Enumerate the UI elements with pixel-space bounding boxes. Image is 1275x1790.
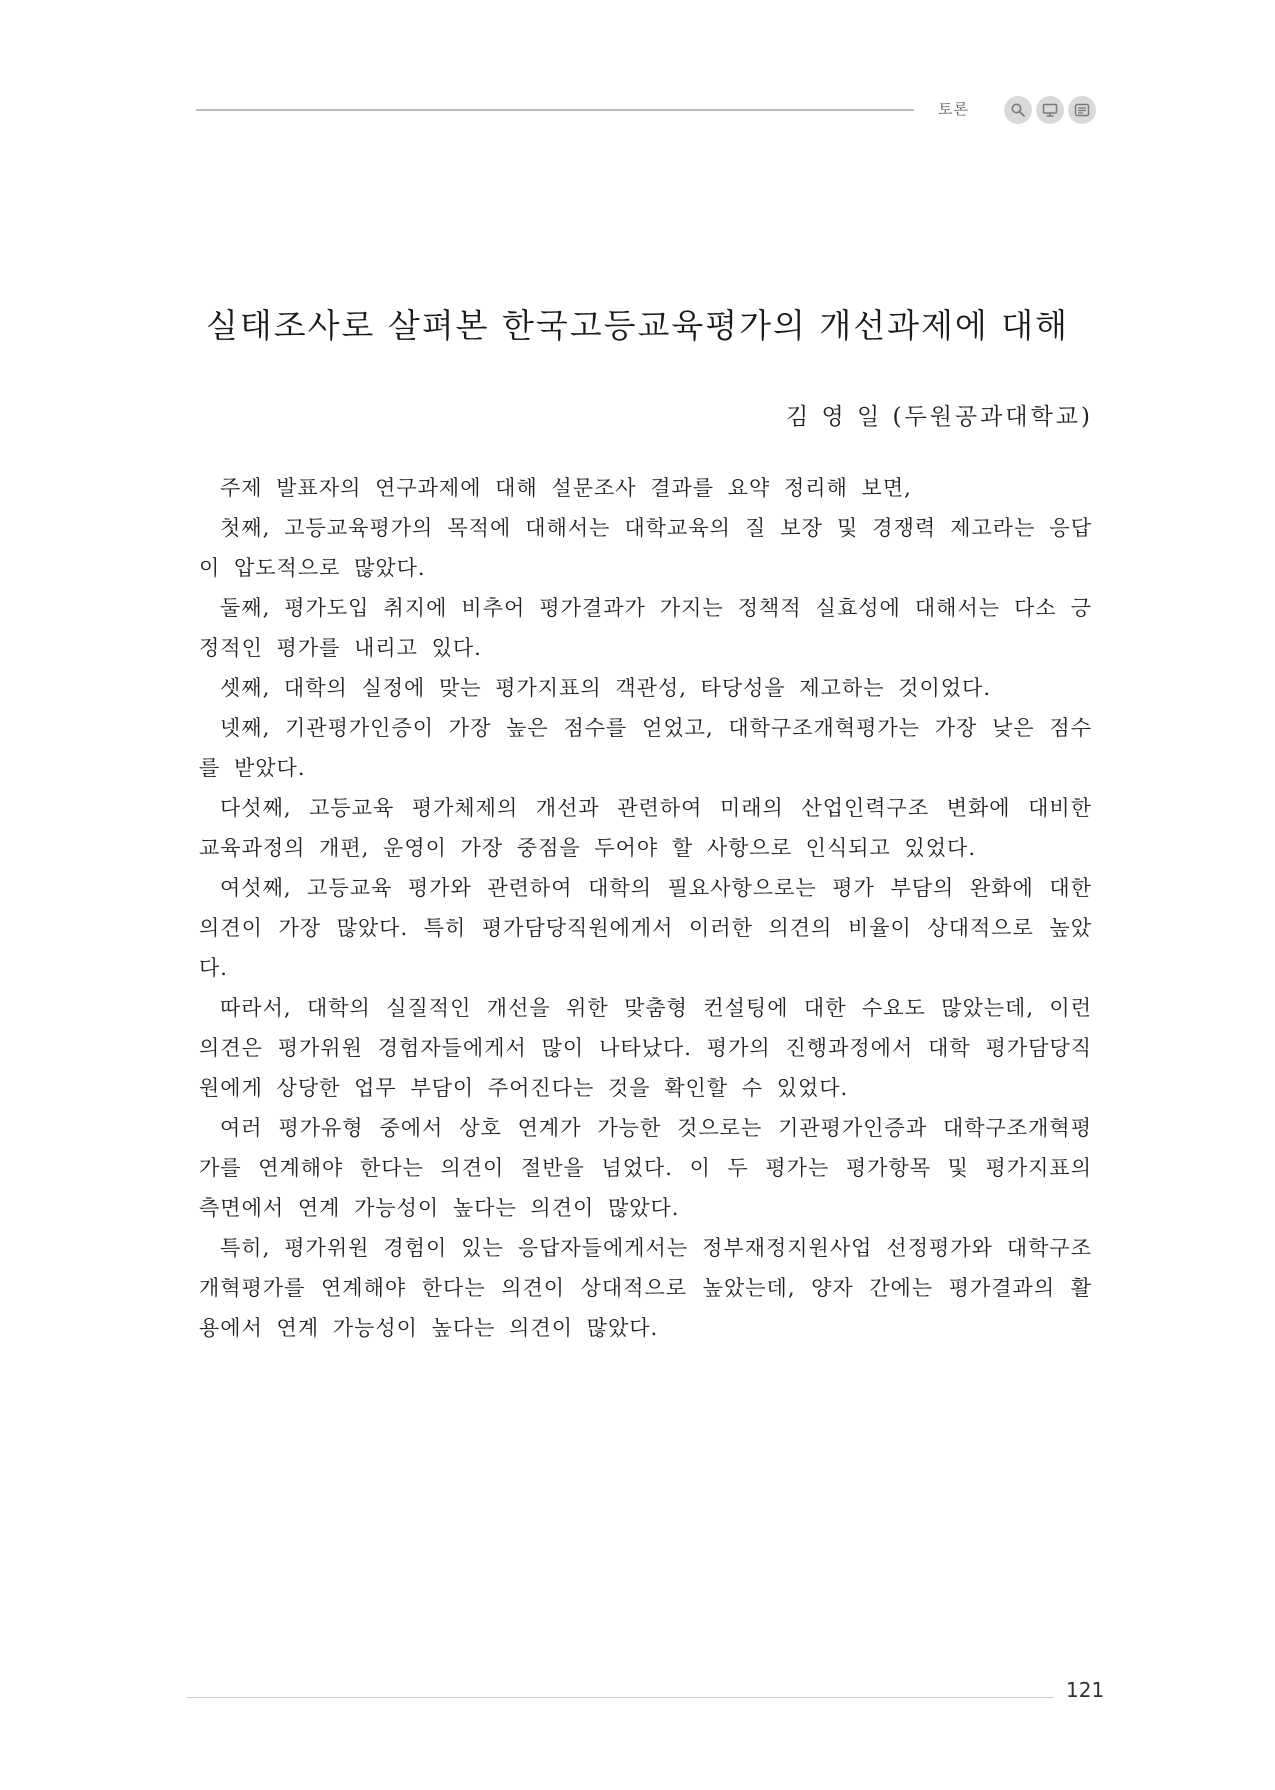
article-title: 실태조사로 살펴본 한국고등교육평가의 개선과제에 대해 xyxy=(205,306,1070,345)
paragraph: 여섯째, 고등교육 평가와 관련하여 대학의 필요사항으로는 평가 부담의 완화에 대한 의견이 가장 많았다. 특히 평가담당직원에게서 이러한 의견의 비율이 상대적으로 높았다. xyxy=(199,876,1092,980)
author-line: 김 영 일 (두원공과대학교) xyxy=(785,404,1093,430)
paragraph: 여러 평가유형 중에서 상호 연계가 가능한 것으로는 기관평가인증과 대학구조개혁평가를 연계해야 한다는 의견이 절반을 넘었다. 이 두 평가는 평가항목 및 평가지표의 측면에서 연계 가능성이 높다는 의견이 많았다. xyxy=(199,1116,1092,1220)
list-icon xyxy=(1068,96,1096,124)
paragraph: 주제 발표자의 연구과제에 대해 설문조사 결과를 요약 정리해 보면, xyxy=(220,476,912,500)
section-label: 토론 xyxy=(938,100,969,118)
paragraph: 다섯째, 고등교육 평가체제의 개선과 관련하여 미래의 산업인력구조 변화에 대비한 교육과정의 개편, 운영이 가장 중점을 두어야 할 사항으로 인식되고 있었다. xyxy=(199,796,1092,860)
header-icon-group xyxy=(1004,96,1096,124)
page-header xyxy=(0,92,1275,132)
search-icon xyxy=(1004,96,1032,124)
paragraph: 첫째, 고등교육평가의 목적에 대해서는 대학교육의 질 보장 및 경쟁력 제고라는 응답이 압도적으로 많았다. xyxy=(199,516,1092,580)
header-rule xyxy=(196,109,914,111)
paragraph: 따라서, 대학의 실질적인 개선을 위한 맞춤형 컨설팅에 대한 수요도 많았는데, 이런 의견은 평가위원 경험자들에게서 많이 나타났다. 평가의 진행과정에서 대학 평가담당직원에게 상당한 업무 부담이 주어진다는 것을 확인할 수 있었다. xyxy=(199,996,1092,1100)
paragraph: 둘째, 평가도입 취지에 비추어 평가결과가 가지는 정책적 실효성에 대해서는 다소 긍정적인 평가를 내리고 있다. xyxy=(199,596,1092,660)
page-number: 121 xyxy=(1066,1678,1105,1702)
paragraph: 특히, 평가위원 경험이 있는 응답자들에게서는 정부재정지원사업 선정평가와 대학구조개혁평가를 연계해야 한다는 의견이 상대적으로 높았는데, 양자 간에는 평가결과의 활용에서 연계 가능성이 높다는 의견이 많았다. xyxy=(199,1236,1092,1340)
paragraph: 넷째, 기관평가인증이 가장 높은 점수를 얻었고, 대학구조개혁평가는 가장 낮은 점수를 받았다. xyxy=(199,716,1092,780)
footer-rule xyxy=(187,1697,1054,1698)
monitor-icon xyxy=(1036,96,1064,124)
paragraph: 셋째, 대학의 실정에 맞는 평가지표의 객관성, 타당성을 제고하는 것이었다. xyxy=(220,676,992,700)
article-body xyxy=(199,468,1092,1348)
